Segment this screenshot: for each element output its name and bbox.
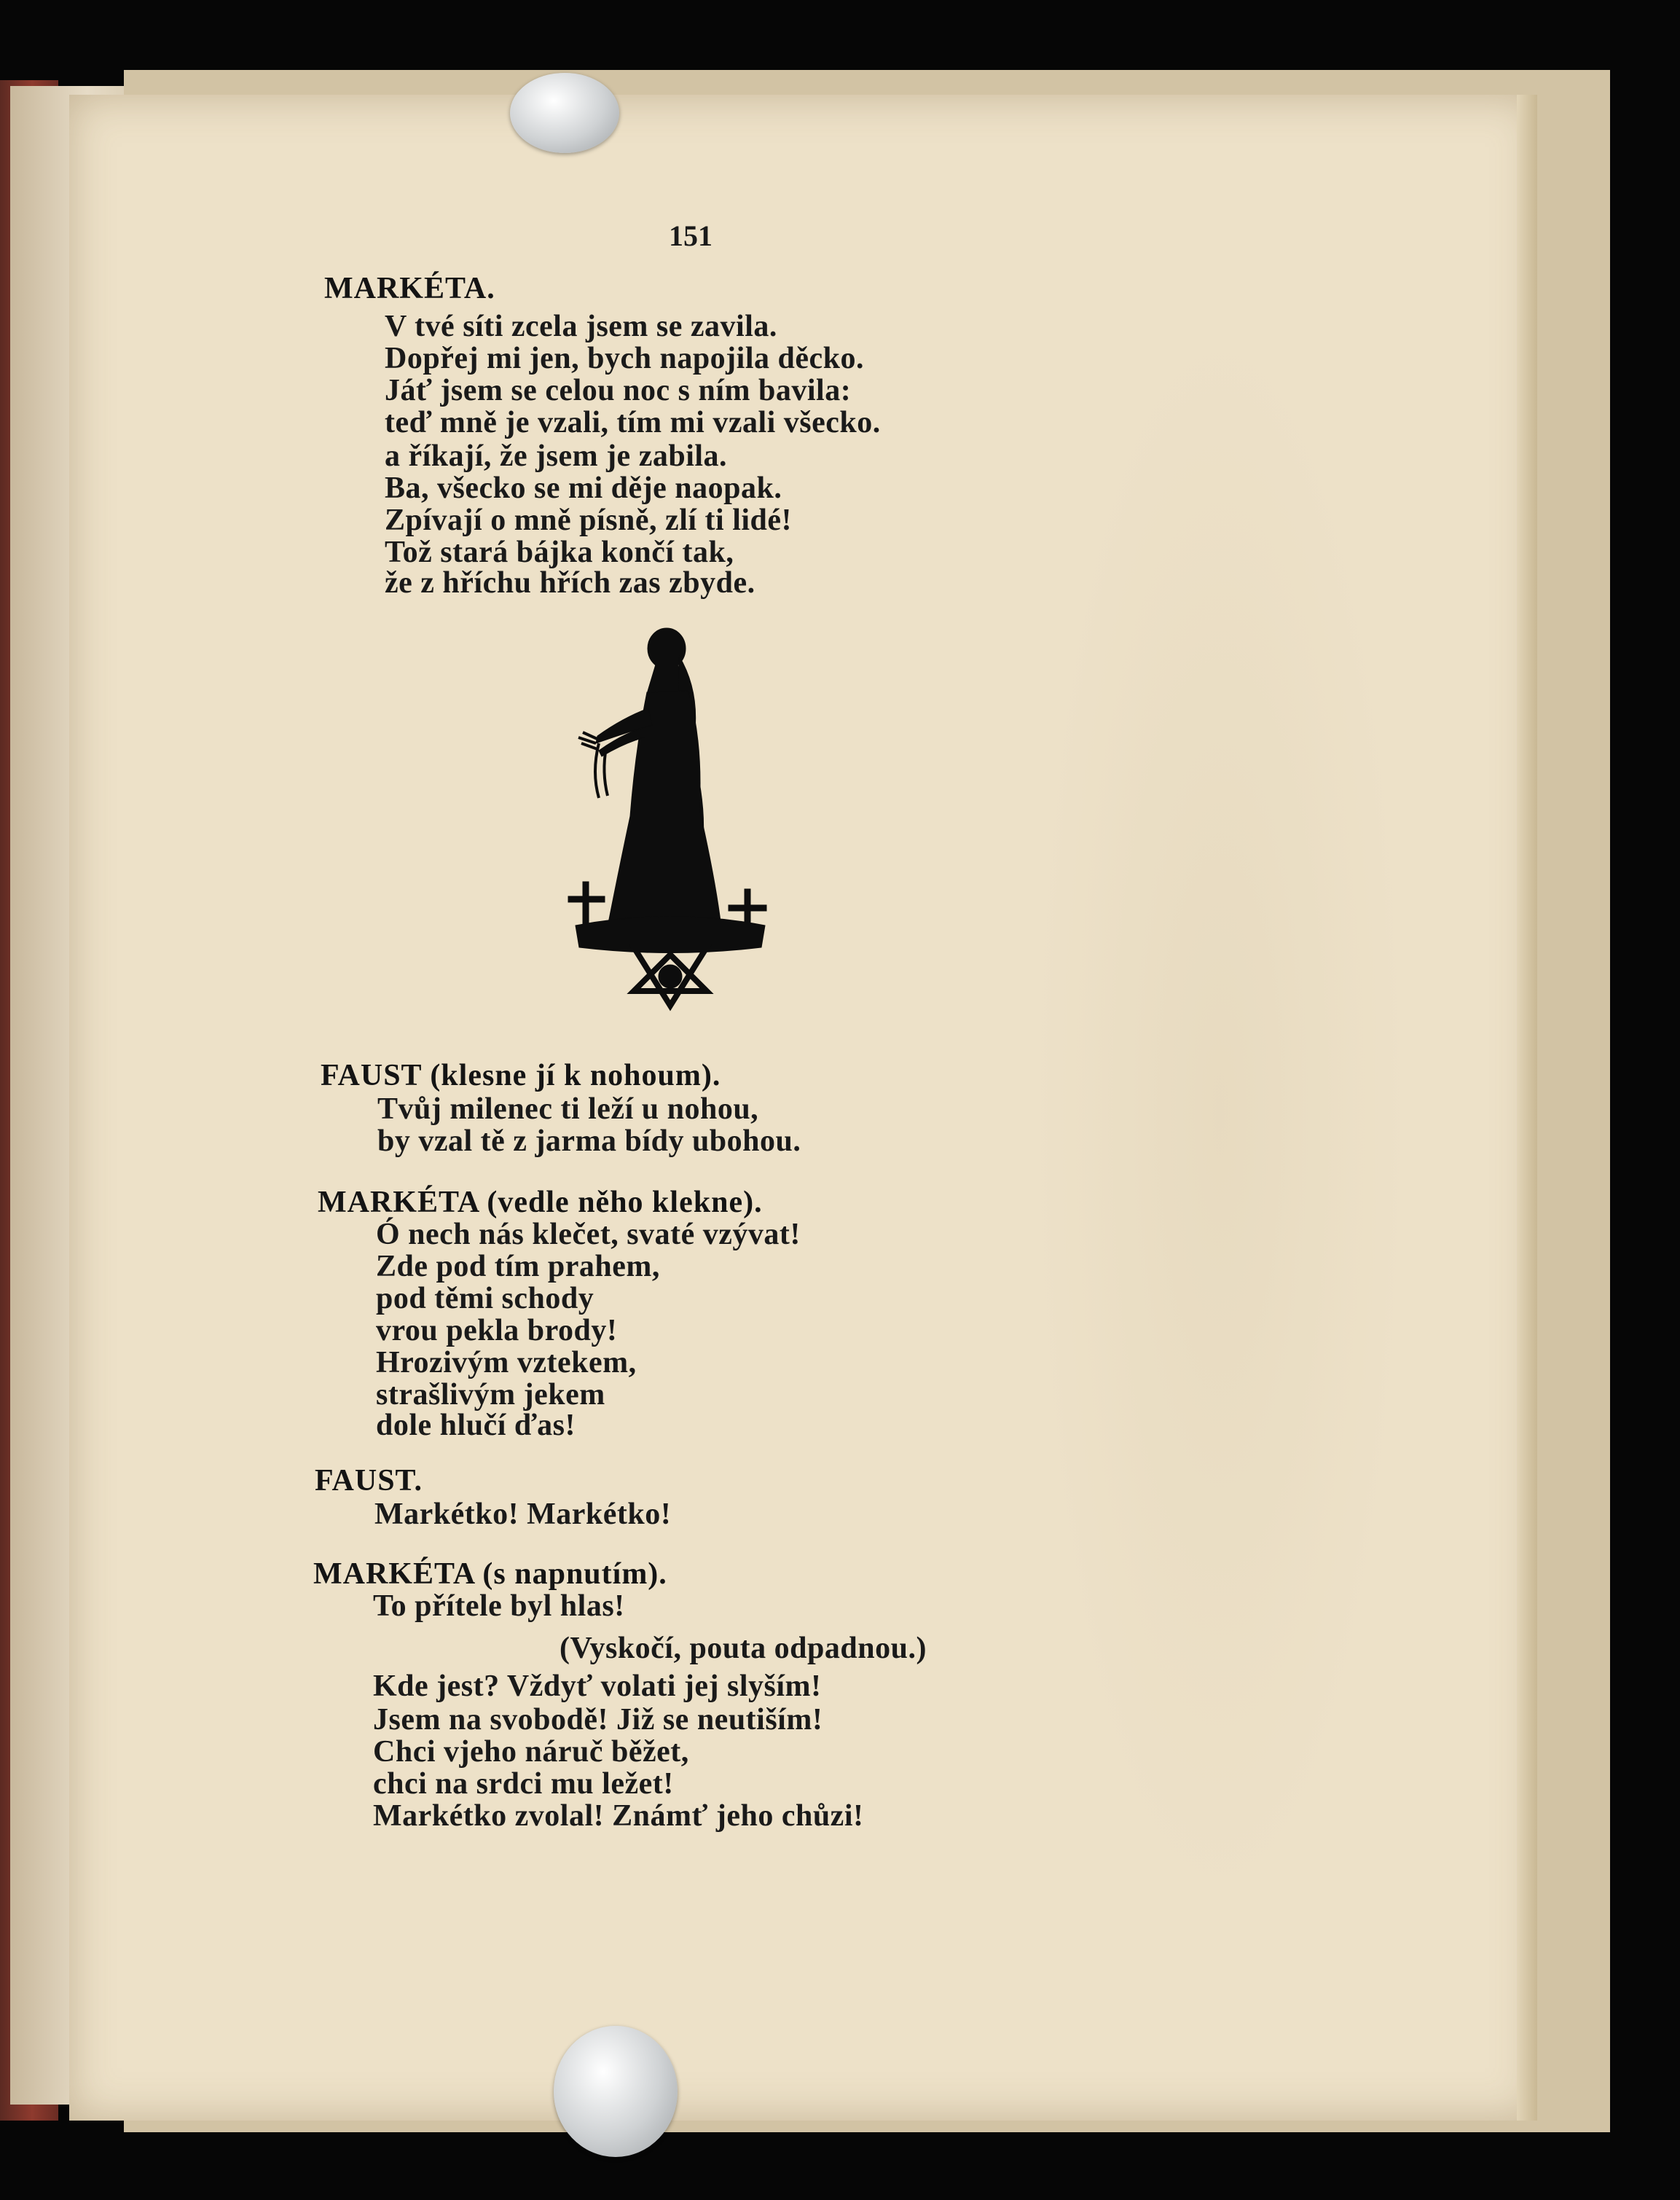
verse-line: Hrozivým vztekem, (376, 1346, 637, 1379)
verse-line: V tvé síti zcela jsem se zavila. (385, 310, 777, 343)
verse-line: Markétko! Markétko! (374, 1498, 672, 1531)
verse-line: Jáť jsem se celou noc s ním bavila: (385, 374, 852, 407)
woman-silhouette-with-chains-icon (554, 627, 787, 1020)
verse-line: že z hříchu hřích zas zbyde. (385, 566, 755, 600)
verse-line: Ba, všecko se mi děje naopak. (385, 471, 782, 505)
speaker-heading: FAUST. (315, 1464, 423, 1498)
page-fore-edge (1517, 95, 1537, 2121)
page-number: 151 (669, 219, 713, 252)
verse-line: Ó nech nás klečet, svaté vzývat! (376, 1218, 801, 1251)
stage-direction: (Vyskočí, pouta odpadnou.) (560, 1632, 927, 1665)
verse-line: Chci vjeho náruč běžet, (373, 1735, 689, 1769)
verse-line: strašlivým jekem (376, 1378, 605, 1412)
page-clip-top-icon (510, 73, 619, 153)
verse-line: Tož stará bájka končí tak, (385, 536, 734, 569)
verse-line: chci na srdci mu ležet! (373, 1767, 674, 1801)
verse-line: Dopřej mi jen, bych napojila děcko. (385, 342, 864, 375)
verse-line: teď mně je vzali, tím mi vzali všecko. (385, 406, 881, 439)
speaker-heading: MARKÉTA (s napnutím). (313, 1557, 667, 1591)
verse-line: pod těmi schody (376, 1282, 594, 1315)
verse-line: by vzal tě z jarma bídy ubohou. (377, 1124, 801, 1158)
verse-line: Markétko zvolal! Známť jeho chůzi! (373, 1799, 864, 1833)
verse-line: Kde jest? Vždyť volati jej slyším! (373, 1669, 822, 1703)
verse-line: Zpívají o mně písně, zlí ti lidé! (385, 504, 793, 537)
speaker-heading: FAUST (klesne jí k nohoum). (321, 1059, 721, 1092)
verse-line: Tvůj milenec ti leží u nohou, (377, 1092, 759, 1126)
speaker-heading: MARKÉTA (vedle něho klekne). (318, 1186, 763, 1219)
verse-line: To přítele byl hlas! (373, 1589, 625, 1623)
verse-line: a říkají, že jsem je zabila. (385, 439, 728, 473)
page-clip-bottom-icon (554, 2026, 678, 2157)
page-bleedthrough (1031, 313, 1410, 1917)
verse-line: Jsem na svobodě! Již se neutiším! (373, 1703, 823, 1737)
verse-line: vrou pekla brody! (376, 1314, 618, 1347)
verse-line: Zde pod tím prahem, (376, 1250, 660, 1283)
speaker-heading: MARKÉTA. (324, 272, 495, 305)
verse-line: dole hlučí ďas! (376, 1409, 576, 1442)
